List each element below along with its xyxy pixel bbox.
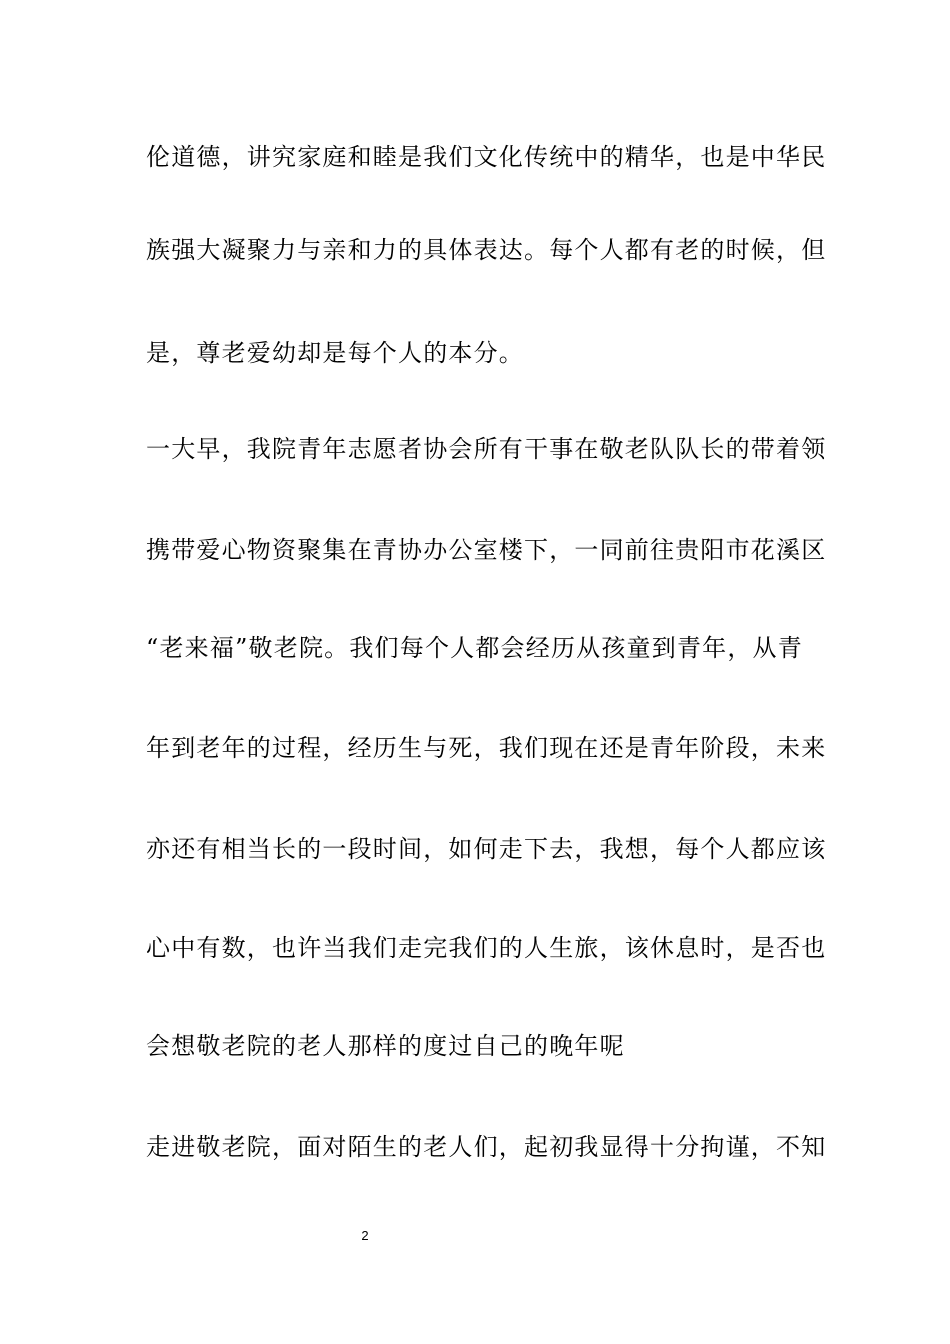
text-line: 亦还有相当长的一段时间，如何走下去，我想，每个人都应该 [146,835,827,863]
page-number: 2 [361,1228,369,1243]
text-line: 心中有数，也许当我们走完我们的人生旅，该休息时，是否也 [146,934,827,962]
text-line: 族强大凝聚力与亲和力的具体表达。每个人都有老的时候，但 [146,236,827,264]
text-line: 年到老年的过程，经历生与死，我们现在还是青年阶段，未来 [146,734,827,762]
text-line: “老来福”敬老院。我们每个人都会经历从孩童到青年，从青 [146,634,803,662]
text-line: 是，尊老爱幼却是每个人的本分。 [146,339,524,367]
text-line: 伦道德，讲究家庭和睦是我们文化传统中的精华，也是中华民 [146,143,827,171]
text-line: 会想敬老院的老人那样的度过自己的晚年呢 [146,1032,625,1060]
text-line: 一大早，我院青年志愿者协会所有干事在敬老队队长的带着领 [146,435,827,463]
text-line: 走进敬老院，面对陌生的老人们，起初我显得十分拘谨，不知 [146,1133,827,1161]
text-line: 携带爱心物资聚集在青协办公室楼下，一同前往贵阳市花溪区 [146,536,827,564]
